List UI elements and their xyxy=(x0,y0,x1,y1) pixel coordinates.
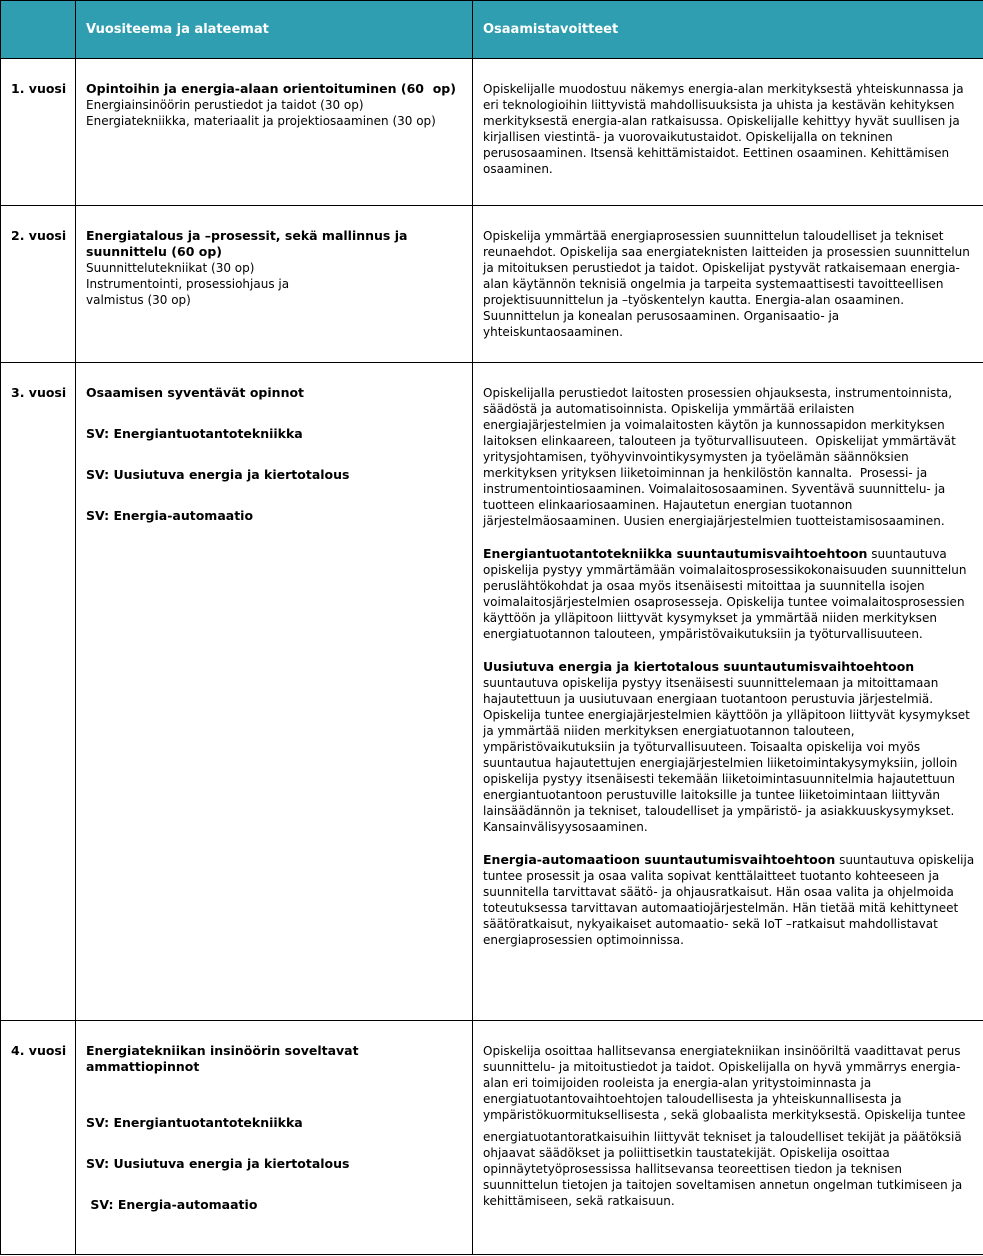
objective-lead: Uusiutuva energia ja kiertotalous suuntautumisvaihtoehtoon xyxy=(483,659,915,674)
table-row xyxy=(1,59,983,206)
year-cell: 4. vuosi xyxy=(1,1021,76,1255)
header-row xyxy=(1,1,983,59)
theme-item: Energiatekniikka, materiaalit ja projektiosaaminen (30 op) xyxy=(86,114,436,128)
table-row xyxy=(1,1021,983,1255)
objectives-cell xyxy=(473,59,983,206)
theme-item: Suunnittelutekniikat (30 op) xyxy=(86,261,255,275)
objectives-cell xyxy=(473,1021,983,1255)
theme-item: SV: Energia-automaatio xyxy=(86,508,254,523)
theme-item: SV: Uusiutuva energia ja kiertotalous xyxy=(86,1156,350,1171)
objective-paragraph: Energia-automaatioon suuntautumisvaihtoehtoon suuntautuva opiskelija tuntee prosessit ja osaa valita sopivat kenttälaitteet tuotanto kohteeseen ja suunnitella tarvittavat säätö- ja ohjausratkaisut. Hän osaa valita ja ohjelmoida toteutuksessa tarvittavan automaatiojärjestelmän. Hän tietää mitä kehittyneet säätöratkaisut, nykyaikaiset automaatio- sekä IoT –ratkaisut mahdollistavat energiaprosessien optimoinnissa. xyxy=(483,852,979,947)
theme-item: Opintoihin ja energia-alaan orientoituminen (60 op) xyxy=(86,81,456,96)
theme-item: SV: Energiantuotantotekniikka xyxy=(86,426,303,441)
theme-cell xyxy=(76,1021,473,1255)
objectives-cell xyxy=(473,206,983,363)
table-body xyxy=(1,59,983,1255)
theme-item: Energiatekniikan insinöörin soveltavat ammattiopinnot xyxy=(86,1043,363,1074)
objective-paragraph: Opiskelija osoittaa hallitsevansa energiatekniikan insinööriltä vaadittavat perus suunnittelu- ja mitoitustiedot ja taidot. Opiskelijalla on hyvä ymmärrys energia-alan eri toimijoiden rooleista ja energia-alan yritystoiminnasta ja energiatuotantovaihtoehtojen taloudellisesta ja yhteiskunnallisesta ja ympäristökuormituksellisesta , sekä globaalista merkityksestä. Opiskelija tuntee xyxy=(483,1044,966,1122)
table-header xyxy=(1,1,983,59)
objective-paragraph: Opiskelija ymmärtää energiaprosessien suunnittelun taloudelliset ja tekniset reunaehdot. Opiskelija saa energiateknisten laitteiden ja prosessien suunnittelun ja mitoituksen perustiedot ja taidot. Opiskelijat pystyvät ratkaisemaan energia-alan käytännön teknisiä ongelmia ja tarpeita systemaattisesti tavoitteellisen projektisuunnittelun ja –työskentelyn kautta. Energia-alan osaaminen. Suunnittelun ja konealan perusosaaminen. Organisaatio- ja yhteiskuntaosaaminen. xyxy=(483,229,974,339)
header-objectives-column: Osaamistavoitteet xyxy=(473,1,983,59)
year-cell: 1. vuosi xyxy=(1,59,76,206)
theme-item: SV: Energia-automaatio xyxy=(86,1197,258,1212)
theme-cell xyxy=(76,363,473,1021)
objective-paragraph: Opiskelijalla perustiedot laitosten prosessien ohjauksesta, instrumentoinnista, säädöstä ja automatisoinnista. Opiskelija ymmärtää erilaisten energiajärjestelmien ja voimalaitosten käytön ja kunnossapidon merkityksen laitoksen elinkaareen, talouteen ja työturvallisuuteen. Opiskelijat ymmärtävät yritysjohtamisen, työhyvinvointikysymysten ja työelämän säännöksien merkityksen yrityksen liiketoiminnan ja henkilöstön kannalta. Prosessi- ja instrumentointiosaaminen. Voimalaitososaaminen. Syventävä suunnittelu- ja tuotteen elinkaariosaaminen. Hajautetun energian tuotannon järjestelmäosaaminen. Uusien energiajärjestelmien tuotteistamisosaaminen. xyxy=(483,386,960,528)
objective-paragraph: Energiantuotantotekniikka suuntautumisvaihtoehtoon suuntautuva opiskelija pystyy ymmärtämään voimalaitosprosessikokonaisuuden suunnittelun peruslähtökohdat ja osaa myös itsenäisesti mitoittaa ja suunnitella isojen voimalaitosjärjestelmien osaprosesseja. Opiskelija tuntee voimalaitosprosessien käyttöön ja ylläpitoon liittyvät kysymykset ja ymmärtää niiden merkityksen energiatuotannon talouteen, ympäristövaikutuksiin ja työturvallisuuteen. xyxy=(483,546,971,641)
theme-item: SV: Energiantuotantotekniikka xyxy=(86,1115,303,1130)
theme-item: Osaamisen syventävät opinnot xyxy=(86,385,305,400)
year-cell: 3. vuosi xyxy=(1,363,76,1021)
table-row xyxy=(1,363,983,1021)
objective-paragraph: energiatuotantoratkaisuihin liittyvät tekniset ja taloudelliset tekijät ja päätöksiä ohjaavat säädökset ja poliittisetkin taustatekijät. Opiskelija osoittaa opinnäytetyöprosessissa hallitsevansa teoreettisen tiedon ja teknisen suunnittelun tietojen ja taitojen soveltamisen annetun ongelman tutkimiseen ja kehittämiseen, sekä ratkaisuun. xyxy=(483,1130,967,1208)
theme-item: valmistus (30 op) xyxy=(86,293,191,307)
objective-paragraph: Uusiutuva energia ja kiertotalous suuntautumisvaihtoehtoon suuntautuva opiskelija pystyy itsenäisesti suunnittelemaan ja mitoittamaan hajautettuun ja uusiutuvaan energiaan tuotantoon perustuvia järjestelmiä. Opiskelija tuntee energiajärjestelmien käyttöön ja ylläpitoon liittyvät kysymykset ja ymmärtää niiden merkityksen energiatuotannon talouteen, ympäristövaikutuksiin ja työturvallisuuteen. Toisaalta opiskelija voi myös suuntautua hajautettujen energiajärjestelmien liiketoimintakysymyksiin, jolloin opiskelija pystyy itsenäisesti tekemään liiketoimintasuunnitelmia hajautettuun energiantuotantoon perustuville laitoksille ja tuntee liiketoimintaan liittyvän lainsäädännön ja tekniset, taloudelliset ja ympäristö- ja asiakkuuskysymykset. Kansainvälisyysosaaminen. xyxy=(483,659,974,834)
theme-item: Energiainsinöörin perustiedot ja taidot (30 op) xyxy=(86,98,364,112)
theme-item: Instrumentointi, prosessiohjaus ja xyxy=(86,277,290,291)
objectives-cell xyxy=(473,363,983,1021)
theme-item: Energiatalous ja –prosessit, sekä mallinnus ja suunnittelu (60 op) xyxy=(86,228,412,259)
theme-cell xyxy=(76,59,473,206)
header-year-column xyxy=(1,1,76,59)
theme-item: SV: Uusiutuva energia ja kiertotalous xyxy=(86,467,350,482)
objective-lead: Energiantuotantotekniikka suuntautumisvaihtoehtoon xyxy=(483,546,868,561)
table-row xyxy=(1,206,983,363)
objective-paragraph: Opiskelijalle muodostuu näkemys energia-alan merkityksestä yhteiskunnassa ja eri teknologioihin liittyvistä mahdollisuuksista ja uhista ja kestävän kehityksen merkityksestä energia-alan ratkaisussa. Opiskelijalle kehittyy hyvät suullisen ja kirjallisen viestintä- ja vuorovaikutustaidot. Opiskelijalla on tekninen perusosaaminen. Itsensä kehittämistaidot. Eettinen osaaminen. Kehittämisen osaaminen. xyxy=(483,82,968,176)
year-cell: 2. vuosi xyxy=(1,206,76,363)
header-theme-column: Vuositeema ja alateemat xyxy=(76,1,473,59)
objective-lead: Energia-automaatioon suuntautumisvaihtoehtoon xyxy=(483,852,836,867)
theme-cell xyxy=(76,206,473,363)
